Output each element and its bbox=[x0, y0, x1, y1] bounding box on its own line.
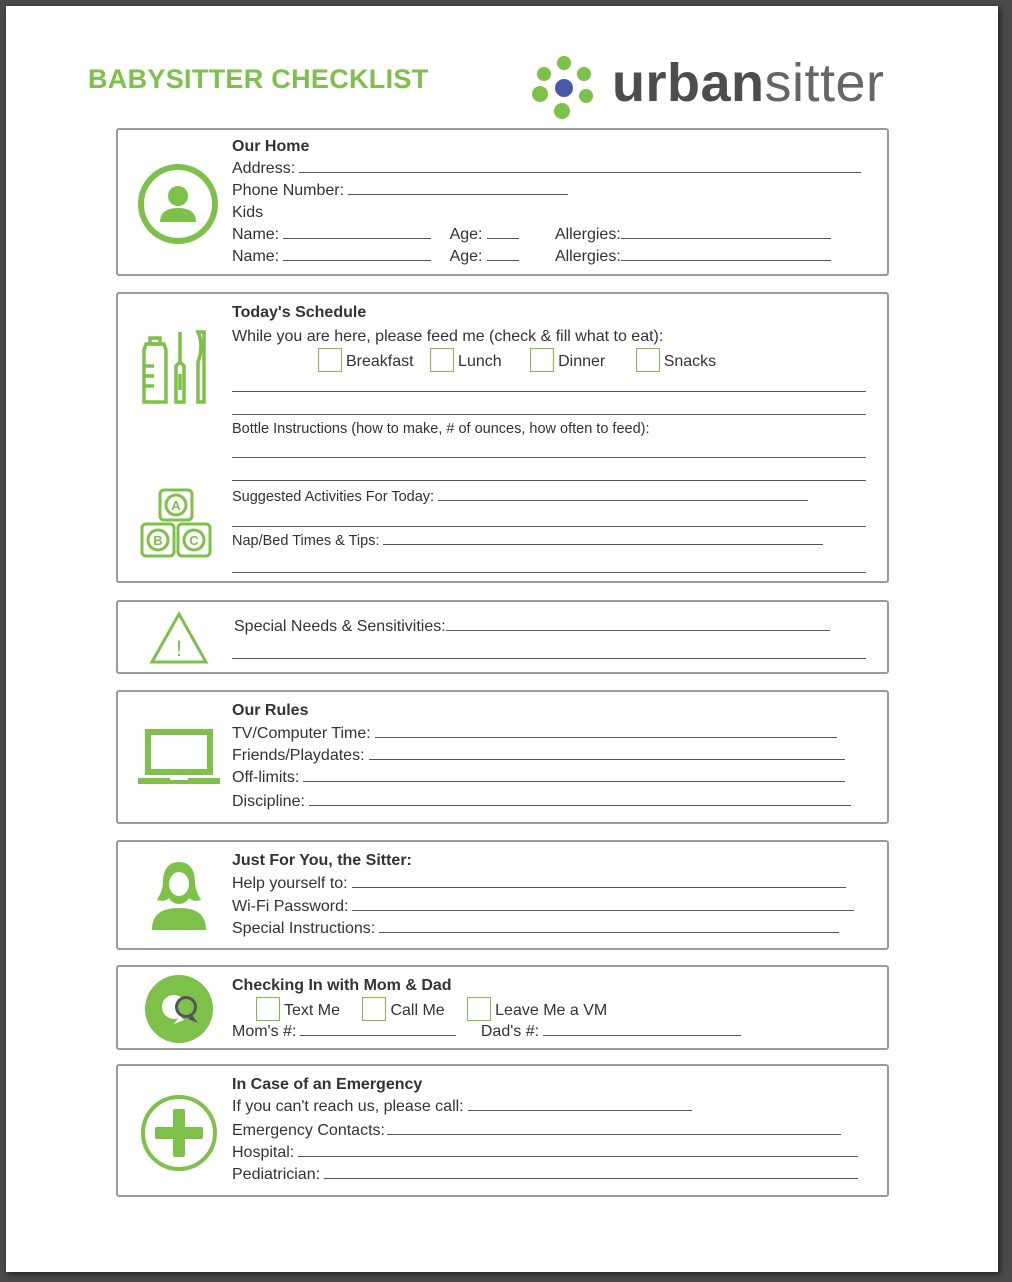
kid2-age-label: Age: bbox=[449, 248, 483, 265]
kid1-name-field[interactable] bbox=[283, 225, 431, 239]
dinner-label: Dinner bbox=[558, 353, 606, 371]
bottle-utensils-icon bbox=[140, 330, 216, 406]
sitter-heading: Just For You, the Sitter: bbox=[232, 852, 412, 869]
block-letter-c: C bbox=[189, 533, 199, 548]
kid1-age-label: Age: bbox=[449, 226, 483, 243]
medical-plus-icon bbox=[138, 1092, 220, 1174]
nap-label: Nap/Bed Times & Tips: bbox=[232, 533, 380, 549]
hospital-label: Hospital: bbox=[232, 1144, 295, 1161]
call-me-checkbox[interactable] bbox=[362, 997, 386, 1021]
meals-line-1[interactable] bbox=[232, 391, 866, 392]
text-me-checkbox[interactable] bbox=[256, 997, 280, 1021]
bottle-label: Bottle Instructions (how to make, # of ounces, how often to feed): bbox=[232, 421, 650, 437]
home-heading: Our Home bbox=[232, 138, 310, 155]
help-yourself-field[interactable] bbox=[352, 874, 846, 888]
snacks-label: Snacks bbox=[663, 353, 717, 371]
section-checking-in bbox=[116, 965, 889, 1050]
block-letter-a: A bbox=[171, 498, 181, 513]
bottle-line-1[interactable] bbox=[232, 457, 866, 458]
phone-label: Phone Number: bbox=[232, 182, 345, 199]
warning-icon bbox=[148, 610, 210, 666]
breakfast-checkbox[interactable] bbox=[318, 348, 342, 372]
playdates-label: Friends/Playdates: bbox=[232, 747, 365, 764]
address-label: Address: bbox=[232, 160, 296, 177]
checklist-page bbox=[6, 6, 998, 1272]
off-limits-field[interactable] bbox=[303, 768, 845, 782]
section-sitter bbox=[116, 840, 889, 950]
warning-glyph: ! bbox=[175, 636, 183, 661]
call-me-label: Call Me bbox=[390, 1002, 445, 1020]
page-title: BABYSITTER CHECKLIST bbox=[88, 64, 429, 94]
section-special-needs bbox=[116, 600, 889, 674]
phone-field[interactable] bbox=[348, 181, 568, 195]
feed-instruction: While you are here, please feed me (check & fill what to eat): bbox=[232, 328, 664, 345]
activities-label: Suggested Activities For Today: bbox=[232, 489, 435, 505]
special-needs-field[interactable] bbox=[446, 617, 830, 631]
emergency-contacts-field[interactable] bbox=[387, 1121, 841, 1135]
leave-vm-label: Leave Me a VM bbox=[495, 1002, 608, 1020]
help-yourself-label: Help yourself to: bbox=[232, 875, 348, 892]
schedule-heading: Today's Schedule bbox=[232, 304, 367, 321]
hospital-field[interactable] bbox=[298, 1143, 858, 1157]
special-needs-label: Special Needs & Sensitivities: bbox=[234, 618, 446, 635]
discipline-label: Discipline: bbox=[232, 793, 305, 810]
logo-dots-icon bbox=[526, 52, 602, 122]
tv-time-field[interactable] bbox=[375, 724, 837, 738]
reach-label: If you can't reach us, please call: bbox=[232, 1098, 464, 1115]
emergency-heading: In Case of an Emergency bbox=[232, 1076, 423, 1093]
breakfast-label: Breakfast bbox=[346, 353, 414, 371]
block-letter-b: B bbox=[153, 533, 163, 548]
kid2-allergies-label: Allergies: bbox=[554, 248, 621, 265]
kid2-allergies-field[interactable] bbox=[621, 247, 831, 261]
activities-field[interactable] bbox=[438, 487, 808, 501]
tv-time-label: TV/Computer Time: bbox=[232, 725, 371, 742]
pediatrician-label: Pediatrician: bbox=[232, 1166, 321, 1183]
rules-heading: Our Rules bbox=[232, 702, 309, 719]
section-our-home bbox=[116, 128, 889, 276]
abc-blocks-icon bbox=[138, 484, 216, 562]
checkin-heading: Checking In with Mom & Dad bbox=[232, 977, 452, 994]
kids-label: Kids bbox=[232, 204, 264, 221]
special-needs-line-2[interactable] bbox=[232, 658, 866, 659]
dinner-checkbox[interactable] bbox=[530, 348, 554, 372]
sitter-person-icon bbox=[148, 858, 210, 932]
kid1-allergies-label: Allergies: bbox=[554, 226, 621, 243]
kid1-name-label: Name: bbox=[232, 226, 280, 243]
address-field[interactable] bbox=[299, 159, 861, 173]
mom-number-label: Mom's #: bbox=[232, 1023, 297, 1040]
kid1-age-field[interactable] bbox=[487, 225, 519, 239]
off-limits-label: Off-limits: bbox=[232, 769, 300, 786]
section-emergency bbox=[116, 1064, 889, 1197]
nap-field[interactable] bbox=[383, 531, 823, 545]
snacks-checkbox[interactable] bbox=[636, 348, 660, 372]
activities-line-2[interactable] bbox=[232, 526, 866, 527]
dad-number-field[interactable] bbox=[543, 1022, 741, 1036]
laptop-icon bbox=[136, 728, 222, 788]
bottle-line-2[interactable] bbox=[232, 480, 866, 481]
section-schedule bbox=[116, 292, 889, 583]
dad-number-label: Dad's #: bbox=[480, 1023, 540, 1040]
kid2-name-label: Name: bbox=[232, 248, 280, 265]
wifi-password-label: Wi-Fi Password: bbox=[232, 898, 349, 915]
kid2-age-field[interactable] bbox=[487, 247, 519, 261]
special-instructions-field[interactable] bbox=[379, 919, 839, 933]
nap-line-2[interactable] bbox=[232, 572, 866, 573]
section-our-rules bbox=[116, 690, 889, 824]
discipline-field[interactable] bbox=[309, 792, 851, 806]
playdates-field[interactable] bbox=[369, 746, 845, 760]
text-me-label: Text Me bbox=[284, 1002, 341, 1020]
leave-vm-checkbox[interactable] bbox=[467, 997, 491, 1021]
pediatrician-field[interactable] bbox=[324, 1165, 858, 1179]
person-icon bbox=[136, 162, 220, 246]
meals-line-2[interactable] bbox=[232, 414, 866, 415]
mom-number-field[interactable] bbox=[300, 1022, 456, 1036]
reach-field[interactable] bbox=[468, 1097, 692, 1111]
emergency-contacts-label: Emergency Contacts: bbox=[232, 1122, 385, 1139]
kid2-name-field[interactable] bbox=[283, 247, 431, 261]
lunch-label: Lunch bbox=[458, 353, 502, 371]
special-instructions-label: Special Instructions: bbox=[232, 920, 376, 937]
kid1-allergies-field[interactable] bbox=[621, 225, 831, 239]
wifi-password-field[interactable] bbox=[352, 897, 854, 911]
lunch-checkbox[interactable] bbox=[430, 348, 454, 372]
chat-bubbles-icon bbox=[144, 974, 214, 1044]
logo-wordmark: urbansitter bbox=[612, 53, 885, 113]
brand-logo bbox=[526, 52, 916, 122]
